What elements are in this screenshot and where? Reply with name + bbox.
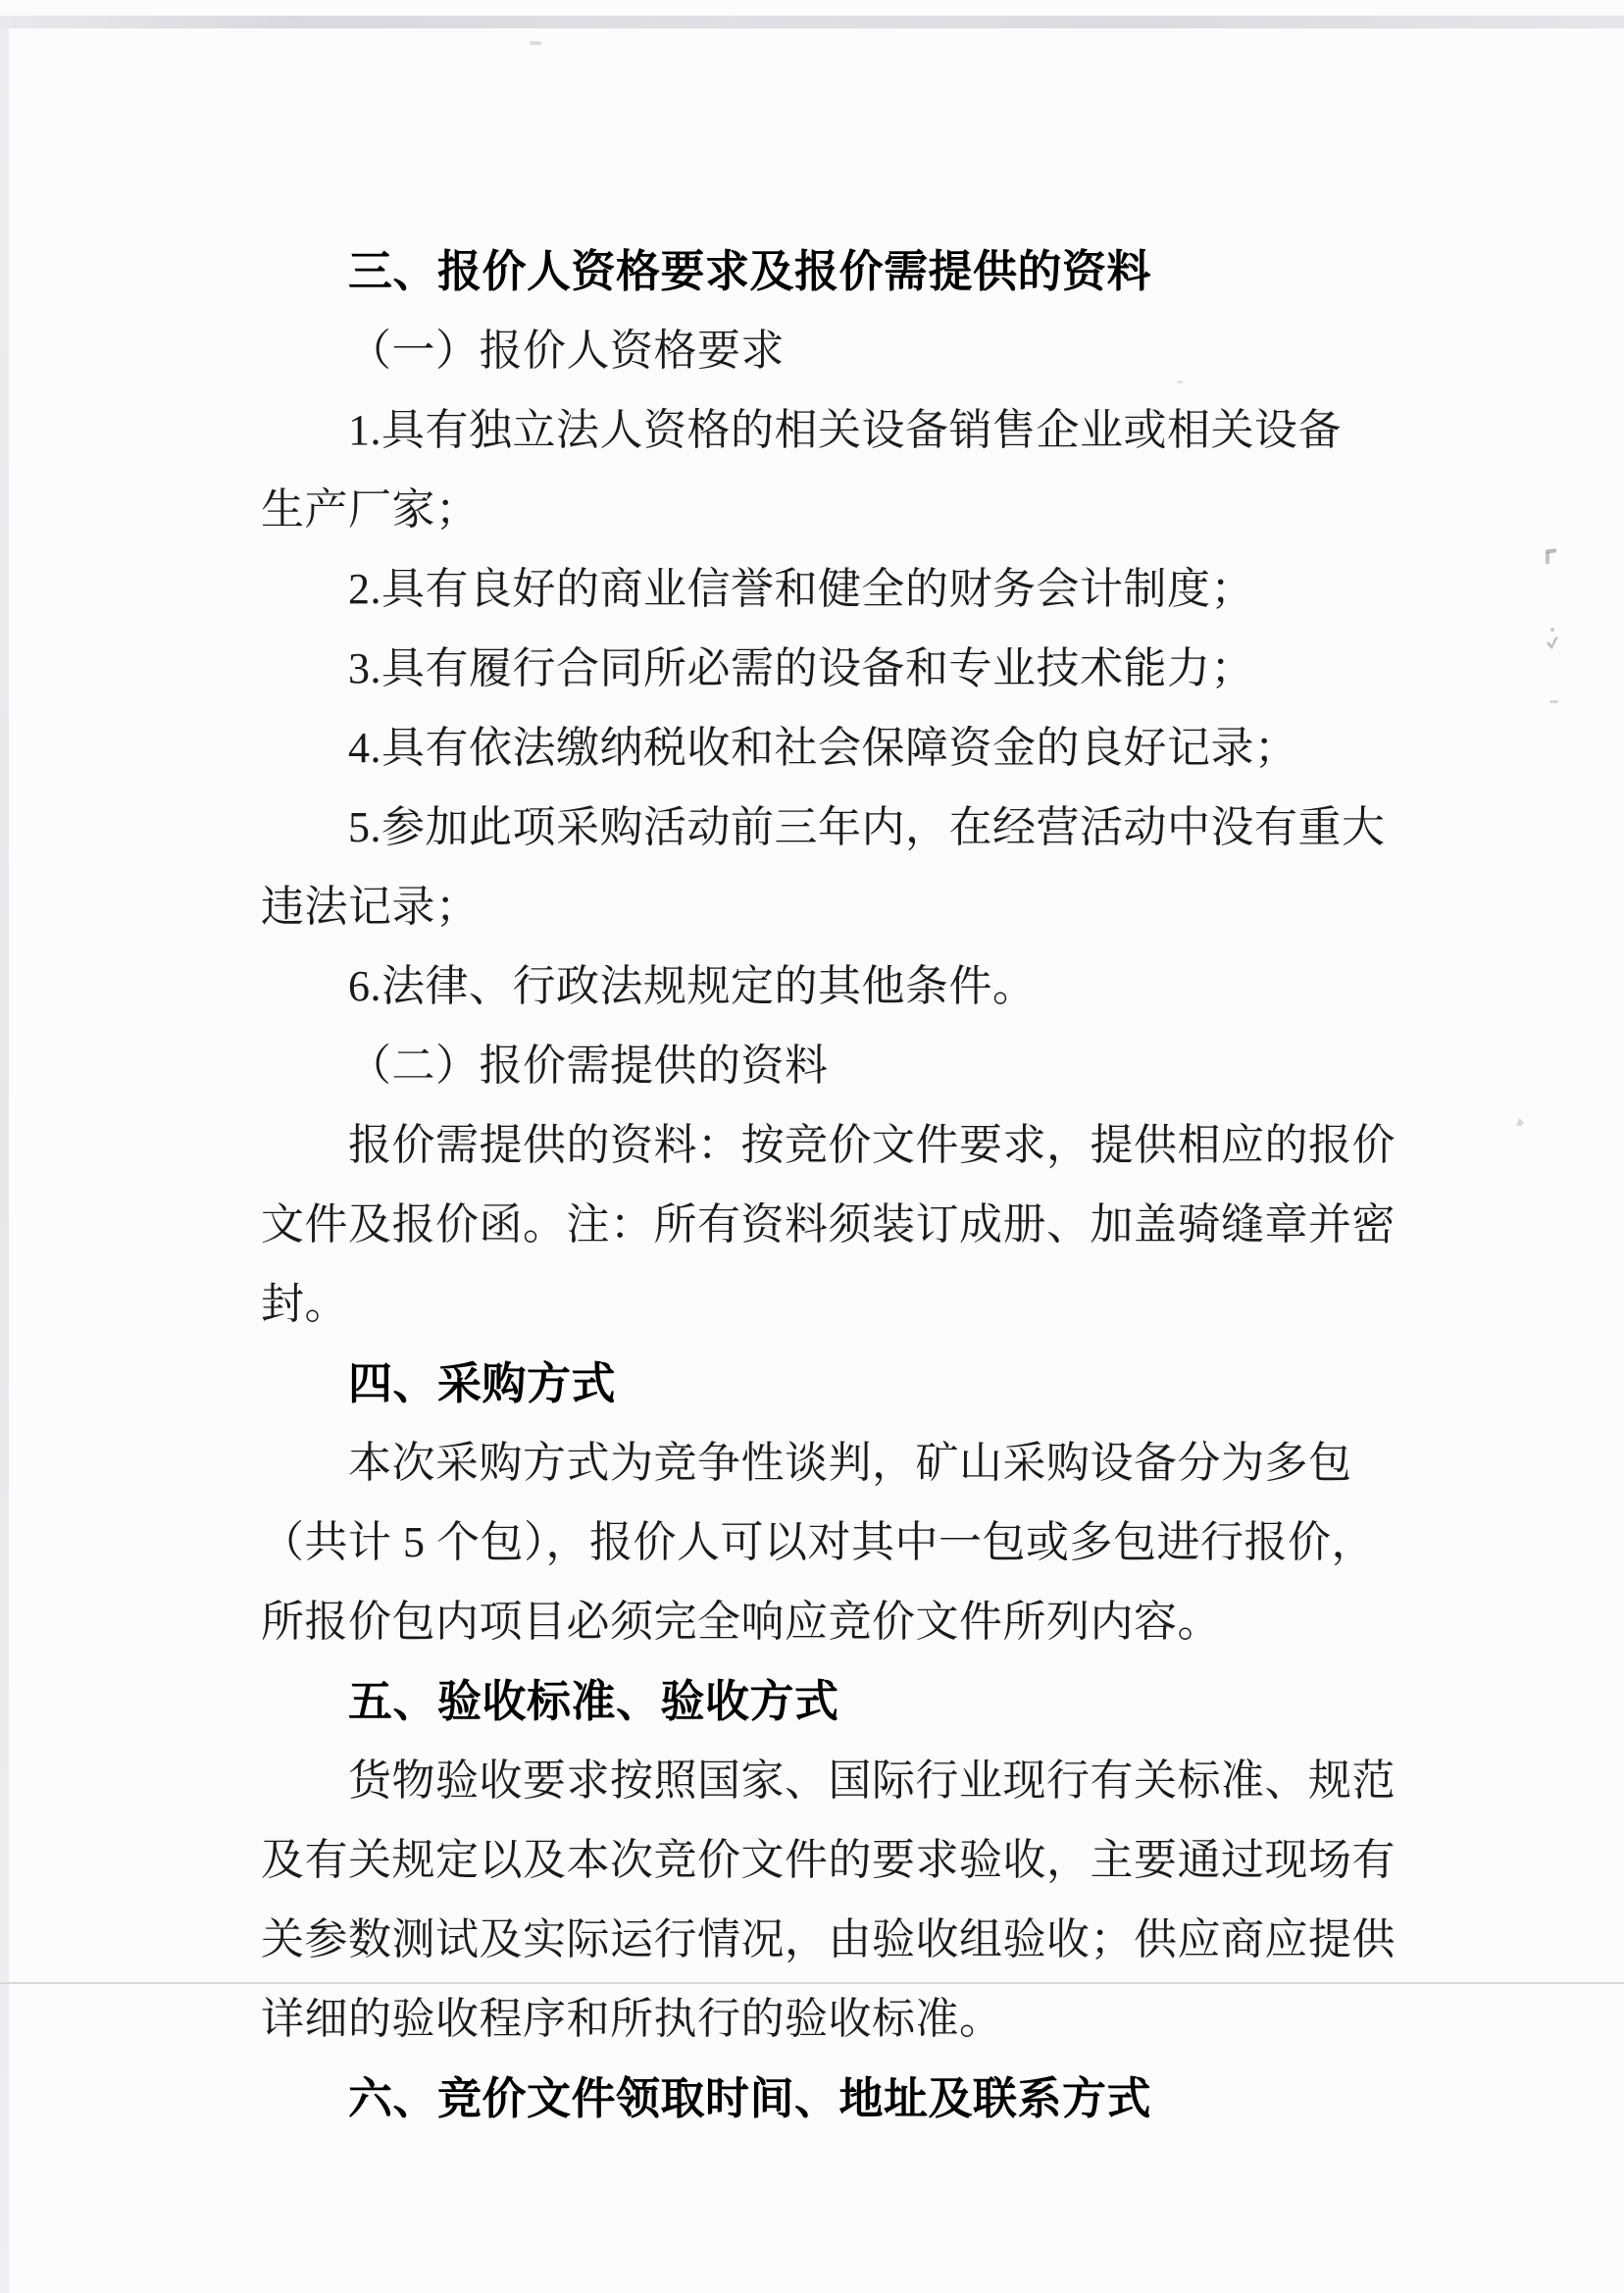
paragraph xyxy=(261,311,1438,390)
text-line: 所报价包内项目必须完全响应竞价文件所列内容。 xyxy=(261,1598,1221,1646)
scan-artifact-speck xyxy=(1546,552,1549,564)
heading-line: 六、竞价文件领取时间、地址及联系方式 xyxy=(348,2073,1152,2123)
paragraph xyxy=(261,788,1438,946)
paragraph xyxy=(261,946,1438,1026)
text-line: 生产厂家； xyxy=(261,485,480,534)
scan-edge-strip xyxy=(0,28,9,2293)
text-line: 及有关规定以及本次竞价文件的要求验收，主要通过现场有 xyxy=(261,1836,1396,1884)
text-line: （共计 5 个包），报价人可以对其中一包或多包进行报价， xyxy=(261,1518,1375,1566)
text-line: 文件及报价函。注：所有资料须装订成册、加盖骑缝章并密 xyxy=(261,1200,1396,1248)
text-line: 货物验收要求按照国家、国际行业现行有关标准、规范 xyxy=(348,1757,1396,1805)
heading-line: 三、报价人资格要求及报价需提供的资料 xyxy=(348,246,1152,296)
scan-artifact-speck xyxy=(1549,700,1558,703)
text-line: 6.法律、行政法规规定的其他条件。 xyxy=(348,962,1037,1010)
scan-artifact-speck xyxy=(1516,1118,1524,1126)
scan-edge-band xyxy=(0,16,1624,28)
section-heading xyxy=(261,2059,1438,2138)
paragraph xyxy=(261,1105,1438,1344)
text-line: 封。 xyxy=(261,1280,348,1328)
text-line: 5.参加此项采购活动前三年内，在经营活动中没有重大 xyxy=(348,803,1386,851)
paragraph xyxy=(261,708,1438,788)
scan-artifact-speck xyxy=(1547,637,1558,649)
section-heading xyxy=(261,231,1438,311)
text-line: 报价需提供的资料：按竞价文件要求，提供相应的报价 xyxy=(348,1121,1396,1169)
scan-artifact-speck xyxy=(1550,628,1554,632)
text-line: 4.具有依法缴纳税收和社会保障资金的良好记录； xyxy=(348,724,1298,772)
text-line: 本次采购方式为竞争性谈判，矿山采购设备分为多包 xyxy=(348,1439,1352,1487)
section-heading xyxy=(261,1661,1438,1741)
text-line: 违法记录； xyxy=(261,883,480,931)
text-line: （二）报价需提供的资料 xyxy=(348,1042,829,1090)
scan-artifact-speck xyxy=(530,41,541,45)
paragraph xyxy=(261,1423,1438,1661)
text-line: 详细的验收程序和所执行的验收标准。 xyxy=(261,1995,1003,2043)
text-line: 2.具有良好的商业信誉和健全的财务会计制度； xyxy=(348,565,1254,613)
heading-line: 五、验收标准、验收方式 xyxy=(348,1676,839,1726)
paragraph xyxy=(261,1026,1438,1105)
section-heading xyxy=(261,1344,1438,1423)
text-line: 关参数测试及实际运行情况，由验收组验收；供应商应提供 xyxy=(261,1915,1396,1963)
document-content xyxy=(261,231,1438,2138)
heading-line: 四、采购方式 xyxy=(348,1358,617,1408)
text-line: 1.具有独立法人资格的相关设备销售企业或相关设备 xyxy=(348,406,1342,454)
paragraph xyxy=(261,390,1438,549)
paragraph xyxy=(261,1741,1438,2059)
paragraph xyxy=(261,629,1438,708)
paragraph xyxy=(261,549,1438,629)
text-line: （一）报价人资格要求 xyxy=(348,327,785,375)
text-line: 3.具有履行合同所必需的设备和专业技术能力； xyxy=(348,644,1254,692)
